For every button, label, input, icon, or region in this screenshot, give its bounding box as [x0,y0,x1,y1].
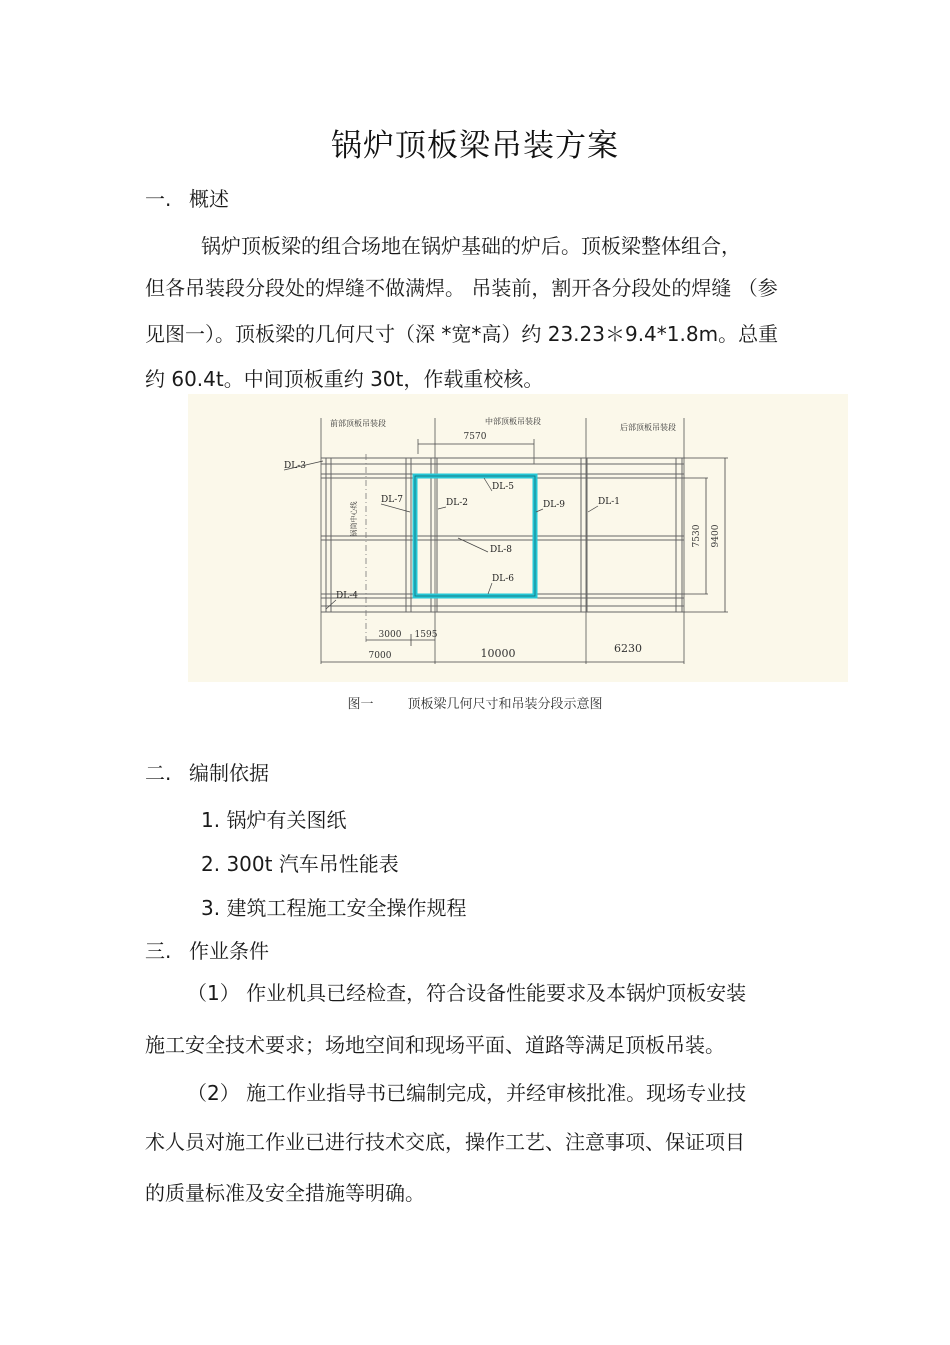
beam-label: DL-4 [336,591,358,601]
paragraph-line: 约 60.4t。中间顶板重约 30t，作载重校核。 [145,367,544,391]
paragraph-line: 锅炉顶板梁的组合场地在锅炉基础的炉后。顶板梁整体组合， [201,234,741,258]
section-heading-overview [145,183,229,212]
page-title: 锅炉顶板梁吊装方案 [331,128,619,164]
section-title: 编制依据 [189,761,269,785]
dim-bottom-d: 10000 [480,647,516,660]
paragraph-line: 的质量标准及安全措施等明确。 [145,1181,425,1205]
paragraph-line: 但各吊装段分段处的焊缝不做满焊。 吊装前，割开各分段处的焊缝 （参 [145,276,778,300]
section-label-rear: 后部顶板吊装段 [620,423,676,432]
section-number: 一. [145,187,172,211]
section-number: 三. [145,939,172,963]
paragraph-line: （1） 作业机具已经检查，符合设备性能要求及本锅炉顶板安装 [187,981,747,1005]
list-item: 1. 锅炉有关图纸 [201,808,347,832]
paragraph-line: 施工安全技术要求；场地空间和现场平面、道路等满足顶板吊装。 [145,1033,725,1057]
dim-right-inner: 7530 [692,524,702,548]
paragraph-line: 术人员对施工作业已进行技术交底，操作工艺、注意事项、保证项目 [145,1130,745,1154]
structural-drawing [188,394,848,682]
beam-label: DL-3 [284,461,306,471]
section-heading-basis [145,757,269,786]
section-title: 概述 [189,187,229,211]
list-item: 2. 300t 汽车吊性能表 [201,852,399,876]
dim-bottom-a: 3000 [378,630,402,640]
section-number: 二. [145,761,172,785]
dim-bottom-b: 1595 [414,630,438,640]
paragraph-line: 见图一）。顶板梁的几何尺寸（深 *宽*高）约 23.23＊9.4*1.8m。总重 [145,322,779,346]
dim-bottom-c: 7000 [368,651,392,661]
beam-label: DL-5 [492,482,514,492]
paragraph-line: （2） 施工作业指导书已编制完成，并经审核批准。现场专业技 [187,1081,747,1105]
section-title: 作业条件 [189,939,269,963]
dim-bottom-e: 6230 [614,642,642,655]
section-label-front: 前部顶板吊装段 [330,419,386,428]
beam-layout-diagram [188,394,848,682]
figure-caption [0,693,950,712]
caption-number: 图一 [347,697,374,712]
beam-label: DL-1 [598,497,620,507]
extension-lines [321,418,684,664]
beam-label: DL-2 [446,498,468,508]
caption-text: 顶板梁几何尺寸和吊装分段示意图 [407,697,603,712]
dim-top: 7570 [463,432,487,442]
section-heading-conditions [145,935,269,964]
beam-label: DL-8 [490,545,512,555]
right-dim-lines [684,458,728,612]
beam-labels [284,461,620,601]
list-item: 3. 建筑工程施工安全操作规程 [201,896,467,920]
beam-label: DL-7 [381,495,403,505]
center-line-label: 锅筒中心线 [350,501,358,537]
beam-label: DL-9 [543,500,565,510]
dim-right-outer: 9400 [711,524,721,548]
section-label-middle: 中部顶板吊装段 [485,417,541,426]
beam-label: DL-6 [492,574,514,584]
